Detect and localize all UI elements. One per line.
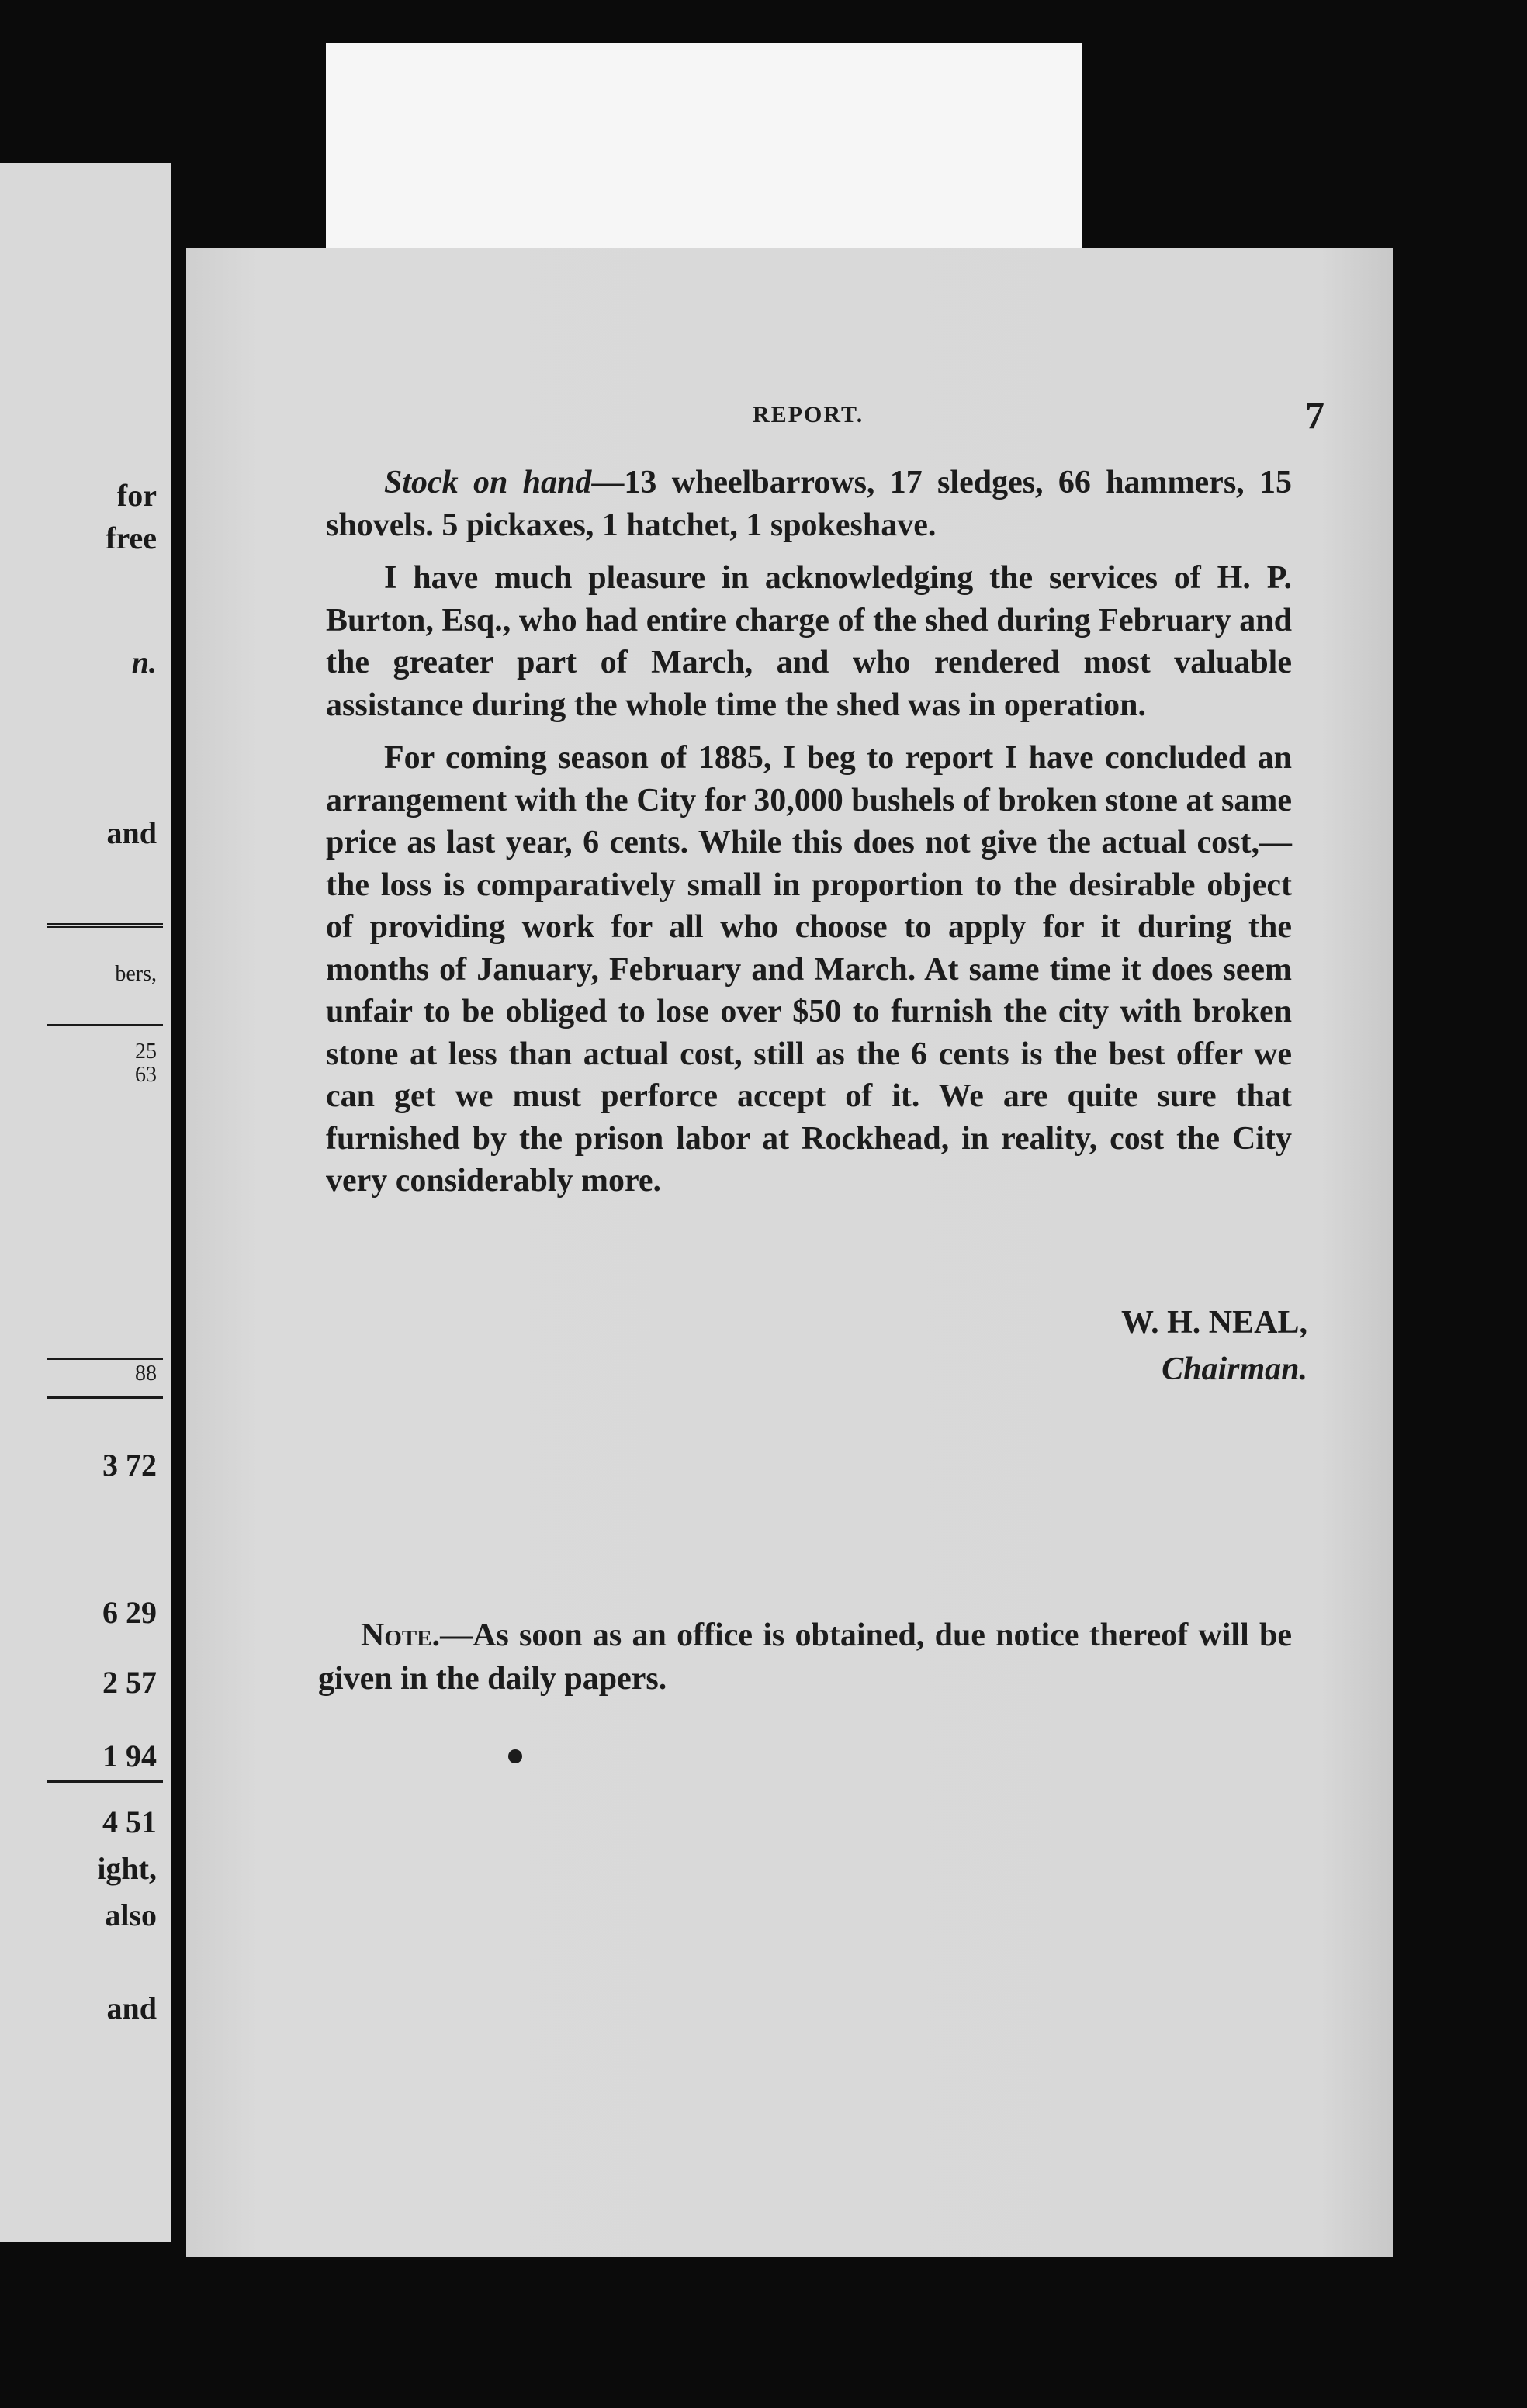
- left-page-fragment: 2 57: [102, 1665, 157, 1700]
- signature-block: [1121, 1299, 1307, 1393]
- stock-paragraph: [326, 462, 1292, 546]
- left-page-rule: [47, 923, 163, 928]
- coming-season-paragraph: For coming season of 1885, I beg to report I have concluded an arrangement with the City for 30,000 bushels of broken stone at same price as last year, 6 cents. While this does not give the actual cost,—the loss is comparatively small in proportion to the desirable object of providing work for all who choose to apply for it during the months of January, February and March. At same time it does seem unfair to be obliged to lose over $50 to furnish the city with broken stone at less than actual cost, still as the 6 cents is the best offer we can get we must perforce accept of it. We are quite sure that furnished by the prison labor at Rockhead, in reality, cost the City very considerably more.: [326, 740, 1292, 1199]
- left-page-fragment: also: [105, 1898, 157, 1932]
- signature-title: Chairman.: [1162, 1351, 1307, 1387]
- left-page-fragment: 63: [135, 1063, 157, 1087]
- report-body: [326, 462, 1292, 1213]
- ink-dot: [508, 1749, 522, 1763]
- stock-text: —13 wheelbarrows, 17 sledges, 66 hammers, 15 shovels. 5 pickaxes, 1 hatchet, 1 spokeshave.: [326, 465, 1292, 543]
- left-page-fragment: 6 29: [102, 1595, 157, 1630]
- left-facing-page: [0, 163, 171, 2242]
- left-page-rule: [47, 1024, 163, 1026]
- left-page-fragment: for: [116, 478, 157, 513]
- left-page-rule: [47, 1358, 163, 1360]
- left-page-rule: [47, 1780, 163, 1783]
- left-page-fragment: 3 72: [102, 1448, 157, 1483]
- note-label: Note.: [361, 1617, 441, 1653]
- running-header: REPORT.: [753, 402, 864, 427]
- left-page-fragment: n.: [131, 645, 157, 680]
- left-page-fragment: 1 94: [102, 1739, 157, 1773]
- signature-name: W. H. NEAL,: [1120, 1305, 1307, 1341]
- left-page-fragment: ight,: [97, 1851, 157, 1886]
- note-text: —As soon as an office is obtained, due notice thereof will be given in the daily papers.: [318, 1617, 1292, 1697]
- stock-label: Stock on hand: [384, 465, 592, 500]
- left-page-fragment: and: [106, 1991, 157, 2026]
- acknowledgement-paragraph: I have much pleasure in acknowledging the services of H. P. Burton, Esq., who had entire charge of the shed during February and the greater part of March, and who rendered most valuable assistance during the whole time the shed was in operation.: [326, 560, 1292, 723]
- office-note: [318, 1614, 1292, 1700]
- left-page-fragment: and: [106, 815, 157, 850]
- left-page-rule: [47, 1396, 163, 1399]
- left-page-fragment: 88: [135, 1361, 157, 1386]
- left-page-fragment: bers,: [115, 962, 157, 986]
- left-page-fragment: 25: [135, 1040, 157, 1064]
- document-page: [186, 248, 1393, 2258]
- left-page-fragment: free: [106, 521, 157, 555]
- page-number: 7: [1305, 393, 1324, 437]
- left-page-fragment: 4 51: [102, 1804, 157, 1839]
